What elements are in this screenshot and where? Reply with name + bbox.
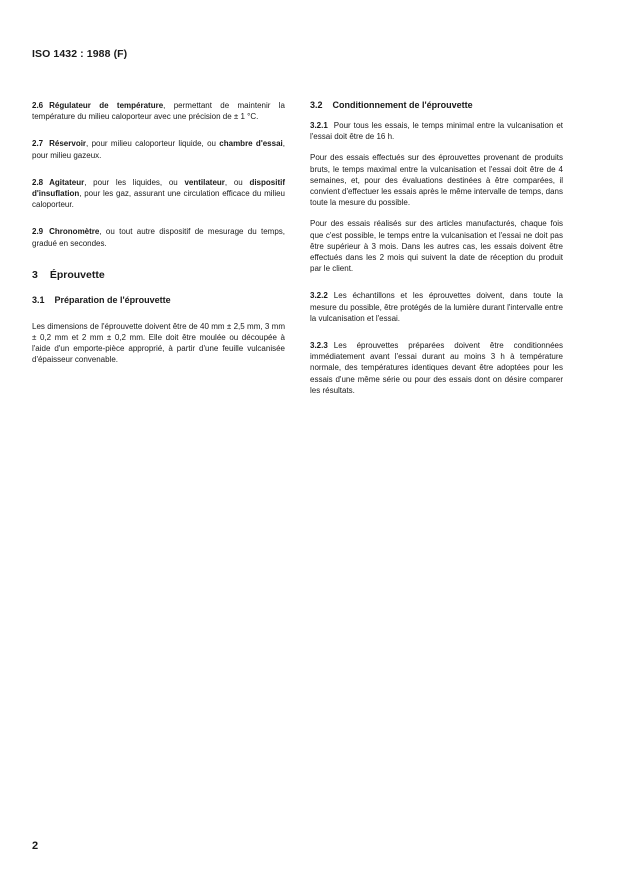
paragraph-3-1: Les dimensions de l'éprouvette doivent être de 40 mm ± 2,5 mm, 3 mm ± 0,2 mm et 2 mm ± 0,2 mm. Elle doit être moulée ou découpée à l'aide d'un emporte-pièce approprié, à partir d'une feuille vulcanisée d'épaisseur convenable. bbox=[32, 321, 285, 365]
clause-term: ventilateur bbox=[184, 177, 225, 187]
section-3-2-heading bbox=[310, 100, 563, 110]
clause-text: , pour les liquides, ou bbox=[84, 177, 185, 187]
section-3-1-heading bbox=[32, 295, 285, 305]
section-number: 3.2 bbox=[310, 100, 323, 110]
clause-3-2-1 bbox=[310, 120, 563, 142]
clause-text: , ou bbox=[224, 177, 250, 187]
clause-text: , ou tout autre dispositif de mesurage du temps, gradué en secondes. bbox=[32, 227, 285, 248]
clause-text: , pour milieu caloporteur liquide, ou bbox=[86, 139, 220, 149]
clause-2-6 bbox=[32, 100, 285, 122]
document-header: ISO 1432 : 1988 (F) bbox=[32, 48, 128, 60]
clause-number: 3.2.1 bbox=[310, 121, 328, 130]
clause-text: , permettant de maintenir la température du milieu caloporteur avec une précision de ± 1 °C. bbox=[32, 101, 285, 122]
clause-number: 3.2.2 bbox=[310, 291, 328, 301]
page-number: 2 bbox=[32, 840, 39, 852]
section-number: 3 bbox=[32, 268, 38, 281]
clause-term: dispositif d'insuflation bbox=[32, 177, 285, 199]
clause-term: chambre d'essai bbox=[219, 139, 283, 149]
clause-3-2-3 bbox=[310, 340, 563, 396]
left-column bbox=[32, 100, 285, 376]
paragraph-manufactured-articles: Pour des essais réalisés sur des articles manufacturés, chaque fois que c'est possible, le temps entre la vulcanisation et l'essai ne doit pas être supérieur à 3 mois. Dans les autres cas, les essais doivent être effectués dans les 2 mois qui suivent la date de réception du produit par le client. bbox=[310, 219, 563, 274]
clause-number: 3.2.3 bbox=[310, 341, 328, 351]
section-title: Éprouvette bbox=[49, 268, 105, 281]
section-title: Conditionnement de l'éprouvette bbox=[332, 100, 473, 110]
clause-number: 2.7 bbox=[32, 139, 44, 149]
clause-text: Les échantillons et les éprouvettes doivent, dans toute la mesure du possible, être protégés de la lumière durant l'intervalle entre la vulcanisation et l'essai. bbox=[310, 291, 563, 323]
clause-term: Régulateur de température bbox=[49, 101, 164, 110]
clause-term: Chronomètre bbox=[49, 227, 100, 237]
clause-number: 2.8 bbox=[32, 177, 44, 187]
clause-term: Réservoir bbox=[49, 139, 87, 149]
clause-text: , pour milieu gazeux. bbox=[32, 139, 285, 160]
clause-number: 2.9 bbox=[32, 227, 44, 237]
clause-3-2-2 bbox=[310, 290, 563, 324]
section-3-heading bbox=[32, 269, 285, 281]
section-title: Préparation de l'éprouvette bbox=[54, 294, 171, 305]
clause-text: Pour tous les essais, le temps minimal entre la vulcanisation et l'essai doit être de 16 h. bbox=[310, 121, 563, 142]
section-number: 3.1 bbox=[32, 294, 45, 305]
clause-number: 2.6 bbox=[32, 101, 44, 110]
clause-2-8 bbox=[32, 177, 285, 211]
right-column bbox=[310, 100, 563, 406]
clause-2-9 bbox=[32, 226, 285, 248]
paragraph-raw-products: Pour des essais effectués sur des éprouvettes provenant de produits bruts, le temps maximal entre la vulcanisation et l'essai doit être de 4 semaines, et, pour des évaluations destinées à être comparées, il convient d'effectuer les essais après le même intervalle de temps, dans toute la mesure du possible. bbox=[310, 153, 563, 208]
clause-text: , pour les gaz, assurant une circulation efficace du milieu caloporteur. bbox=[32, 189, 285, 210]
clause-term: Agitateur bbox=[49, 177, 85, 187]
clause-2-7 bbox=[32, 138, 285, 160]
clause-text: Les éprouvettes préparées doivent être conditionnées immédiatement avant l'essai durant au moins 3 h à température normale, des températures identiques devant être adoptées pour les essais d'une même série ou pour des essais dont on désire comparer les résultats. bbox=[310, 341, 563, 395]
